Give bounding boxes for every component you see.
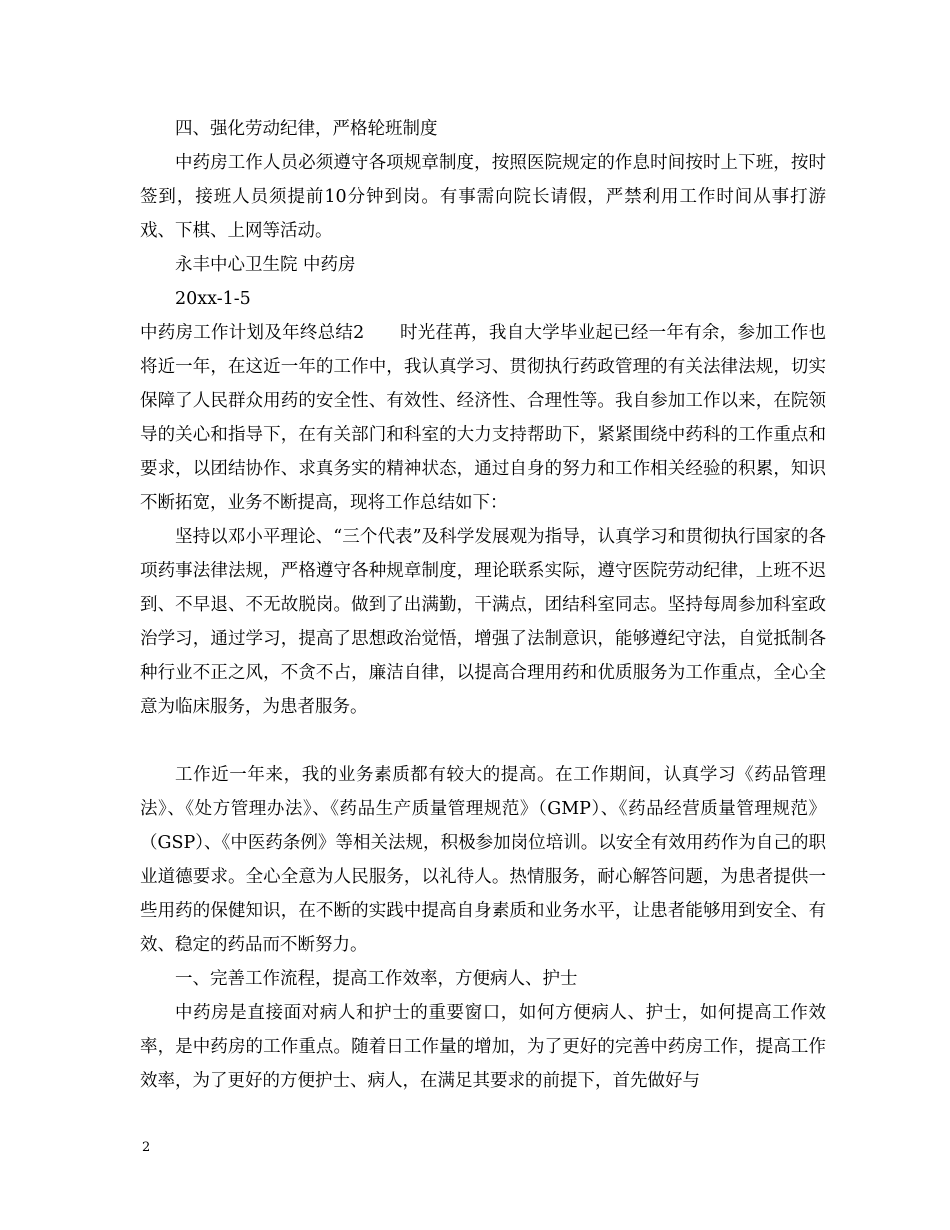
- signature-date: 20xx-1-5: [175, 289, 251, 309]
- page-number: 2: [142, 1140, 151, 1155]
- paragraph-workflow: 中药房是直接面对病人和护士的重要窗口，如何方便病人、护士，如何提高工作效率，是中药房的工作重点。随着日工作量的增加，为了更好的完善中药房工作，提高工作效率，为了更好的方便护士、病人，在满足其要求的前提下，首先做好与: [140, 1003, 826, 1091]
- paragraph-political-study: 坚持以邓小平理论、“三个代表”及科学发展观为指导，认真学习和贯彻执行国家的各项药事法律法规，严格遵守各种规章制度，理论联系实际，遵守医院劳动纪律，上班不迟到、不早退、不无故脱岗。做到了出满勤，干满点，团结科室同志。坚持每周参加科室政治学习，通过学习，提高了思想政治觉悟，增强了法制意识，能够遵纪守法，自觉抵制各种行业不正之风，不贪不占，廉洁自律，以提高合理用药和优质服务为工作重点，全心全意为临床服务，为患者服务。: [140, 527, 826, 717]
- signature-organization: 永丰中心卫生院 中药房: [175, 255, 356, 275]
- section-heading-four: 四、强化劳动纪律，严格轮班制度: [175, 119, 438, 139]
- paragraph-annual-summary-intro: 中药房工作计划及年终总结2 时光荏苒，我自大学毕业起已经一年有余，参加工作也将近一年，在这近一年的工作中，我认真学习、贯彻执行药政管理的有关法律法规，切实保障了人民群众用药的安全性、有效性、经济性、合理性等。我自参加工作以来，在院领导的关心和指导下，在有关部门和科室的大力支持帮助下，紧紧围绕中药科的工作重点和要求，以团结协作、求真务实的精神状态，通过自身的努力和工作相关经验的积累，知识不断拓宽，业务不断提高，现将工作总结如下：: [140, 323, 826, 513]
- paragraph-professional-growth: 工作近一年来，我的业务素质都有较大的提高。在工作期间，认真学习《药品管理法》、《处方管理办法》、《药品生产质量管理规范》（GMP）、《药品经营质量管理规范》（GSP）、《中医药条例》等相关法规，积极参加岗位培训。以安全有效用药作为自己的职业道德要求。全心全意为人民服务，以礼待人。热情服务，耐心解答问题，为患者提供一些用药的保健知识，在不断的实践中提高自身素质和业务水平，让患者能够用到安全、有效、稳定的药品而不断努力。: [140, 765, 826, 955]
- section-heading-one: 一、完善工作流程，提高工作效率，方便病人、护士: [175, 969, 578, 989]
- paragraph-attendance-rules: 中药房工作人员必须遵守各项规章制度，按照医院规定的作息时间按时上下班，按时签到，接班人员须提前10分钟到岗。有事需向院长请假，严禁利用工作时间从事打游戏、下棋、上网等活动。: [140, 153, 826, 241]
